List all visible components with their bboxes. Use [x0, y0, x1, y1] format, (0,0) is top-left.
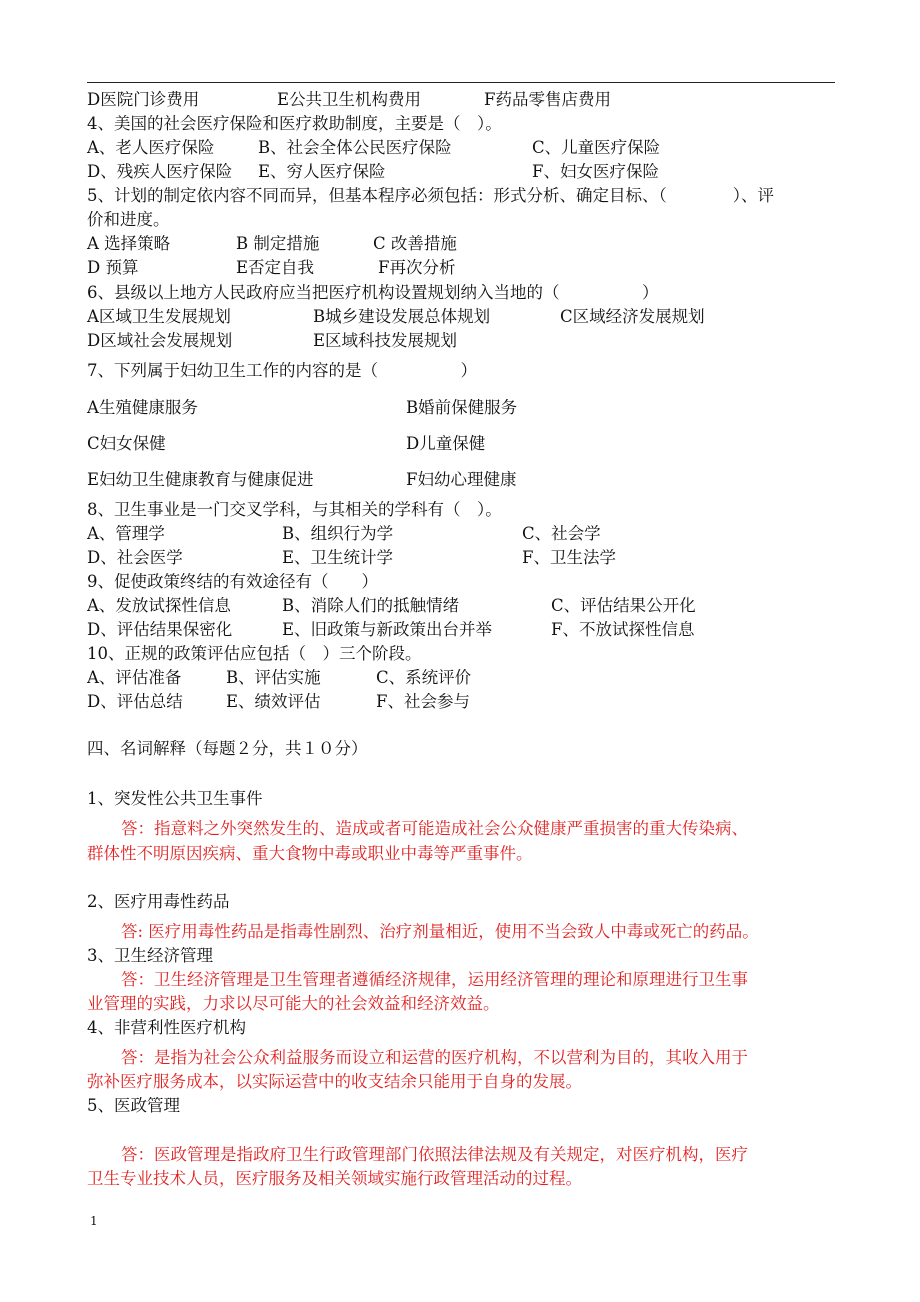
q4-option-a: A、老人医疗保险 — [87, 138, 215, 157]
q5-stem-line1: 5、计划的制定依内容不同而异，但基本程序必须包括：形式分析、确定目标、（ ）、评 — [87, 186, 774, 205]
q7-stem: 7、下列属于妇幼卫生工作的内容的是（ ） — [87, 361, 477, 380]
header-rule — [87, 82, 835, 83]
q9-option-d: D、评估结果保密化 — [87, 620, 233, 639]
q5-option-b: B 制定措施 — [236, 234, 320, 253]
term-3-answer-line2: 业管理的实践，力求以尽可能大的社会效益和经济效益。 — [87, 994, 500, 1013]
q7-option-c: C妇女保健 — [87, 434, 166, 453]
q10-option-b: B、评估实施 — [226, 668, 321, 687]
q9-option-b: B、消除人们的抵触情绪 — [282, 596, 460, 615]
term-2-answer-line1: 答: 医疗用毒性药品是指毒性剧烈、治疗剂量相近，使用不当会致人中毒或死亡的药品。 — [121, 922, 759, 941]
q5-option-f: F再次分析 — [378, 258, 456, 277]
q9-stem: 9、促使政策终结的有效途径有（ ） — [87, 572, 378, 591]
q8-option-d: D、社会医学 — [87, 548, 183, 567]
term-1-answer-line2: 群体性不明原因疾病、重大食物中毒或职业中毒等严重事件。 — [87, 844, 533, 863]
term-2: 2、医疗用毒性药品 — [87, 892, 230, 911]
q7-option-f: F妇幼心理健康 — [406, 470, 517, 489]
term-1: 1、突发性公共卫生事件 — [87, 789, 263, 808]
term-4-answer-line1: 答：是指为社会公众利益服务而设立和运营的医疗机构，不以营利为目的，其收入用于 — [121, 1048, 748, 1067]
q5-option-a: A 选择策略 — [87, 234, 171, 253]
q5-option-c: C 改善措施 — [373, 234, 457, 253]
q4-option-f: F、妇女医疗保险 — [532, 162, 659, 181]
term-4: 4、非营利性医疗机构 — [87, 1018, 246, 1037]
q6-option-e: E区域科技发展规划 — [313, 331, 458, 350]
q8-option-a: A、管理学 — [87, 524, 165, 543]
q4-option-e: E、穷人医疗保险 — [258, 162, 386, 181]
q10-option-f: F、社会参与 — [376, 692, 470, 711]
page-number: 1 — [90, 1214, 98, 1228]
q7-option-e: E妇幼卫生健康教育与健康促进 — [87, 470, 314, 489]
q3-option-e: E公共卫生机构费用 — [277, 90, 422, 109]
q4-option-c: C、儿童医疗保险 — [532, 138, 661, 157]
q7-option-a: A生殖健康服务 — [87, 398, 198, 417]
term-3: 3、卫生经济管理 — [87, 946, 213, 965]
q6-option-c: C区域经济发展规划 — [560, 307, 705, 326]
q10-option-e: E、绩效评估 — [226, 692, 321, 711]
q4-stem: 4、美国的社会医疗保险和医疗救助制度，主要是（ ）。 — [87, 114, 502, 133]
q4-option-b: B、社会全体公民医疗保险 — [258, 138, 452, 157]
q8-stem: 8、卫生事业是一门交叉学科，与其相关的学科有（ ）。 — [87, 500, 502, 519]
q6-stem: 6、县级以上地方人民政府应当把医疗机构设置规划纳入当地的（ ） — [87, 283, 659, 302]
q8-option-c: C、社会学 — [522, 524, 601, 543]
term-3-answer-line1: 答：卫生经济管理是卫生管理者遵循经济规律，运用经济管理的理论和原理进行卫生事 — [121, 970, 748, 989]
q8-option-b: B、组织行为学 — [282, 524, 394, 543]
q8-option-e: E、卫生统计学 — [282, 548, 394, 567]
q3-option-f: F药品零售店费用 — [484, 90, 611, 109]
q10-option-a: A、评估准备 — [87, 668, 182, 687]
q6-option-b: B城乡建设发展总体规划 — [313, 307, 491, 326]
q10-stem: 10、正规的政策评估应包括（ ）三个阶段。 — [87, 644, 422, 663]
q9-option-a: A、发放试探性信息 — [87, 596, 231, 615]
q7-option-d: D儿童保健 — [406, 434, 486, 453]
q6-option-d: D区域社会发展规划 — [87, 331, 233, 350]
q9-option-c: C、评估结果公开化 — [551, 596, 696, 615]
q9-option-f: F、不放试探性信息 — [551, 620, 695, 639]
q4-option-d: D、残疾人医疗保险 — [87, 162, 233, 181]
q9-option-e: E、旧政策与新政策出台并举 — [282, 620, 493, 639]
q8-option-f: F、卫生法学 — [522, 548, 616, 567]
term-4-answer-line2: 弥补医疗服务成本，以实际运营中的收支结余只能用于自身的发展。 — [87, 1072, 582, 1091]
section-4-heading: 四、名词解释（每题２分，共１０分） — [87, 739, 368, 758]
term-5: 5、医政管理 — [87, 1096, 180, 1115]
q5-stem-line2: 价和进度。 — [87, 210, 170, 229]
term-5-answer-line1: 答：医政管理是指政府卫生行政管理部门依照法律法规及有关规定，对医疗机构，医疗 — [121, 1145, 748, 1164]
q5-option-e: E否定自我 — [236, 258, 315, 277]
q6-option-a: A区域卫生发展规划 — [87, 307, 231, 326]
q3-option-d: D医院门诊费用 — [87, 90, 200, 109]
q7-option-b: B婚前保健服务 — [406, 398, 518, 417]
q10-option-d: D、评估总结 — [87, 692, 183, 711]
q10-option-c: C、系统评价 — [376, 668, 472, 687]
q5-option-d: D 预算 — [87, 258, 139, 277]
term-1-answer-line1: 答：指意料之外突然发生的、造成或者可能造成社会公众健康严重损害的重大传染病、 — [121, 819, 748, 838]
term-5-answer-line2: 卫生专业技术人员，医疗服务及相关领域实施行政管理活动的过程。 — [87, 1169, 582, 1188]
